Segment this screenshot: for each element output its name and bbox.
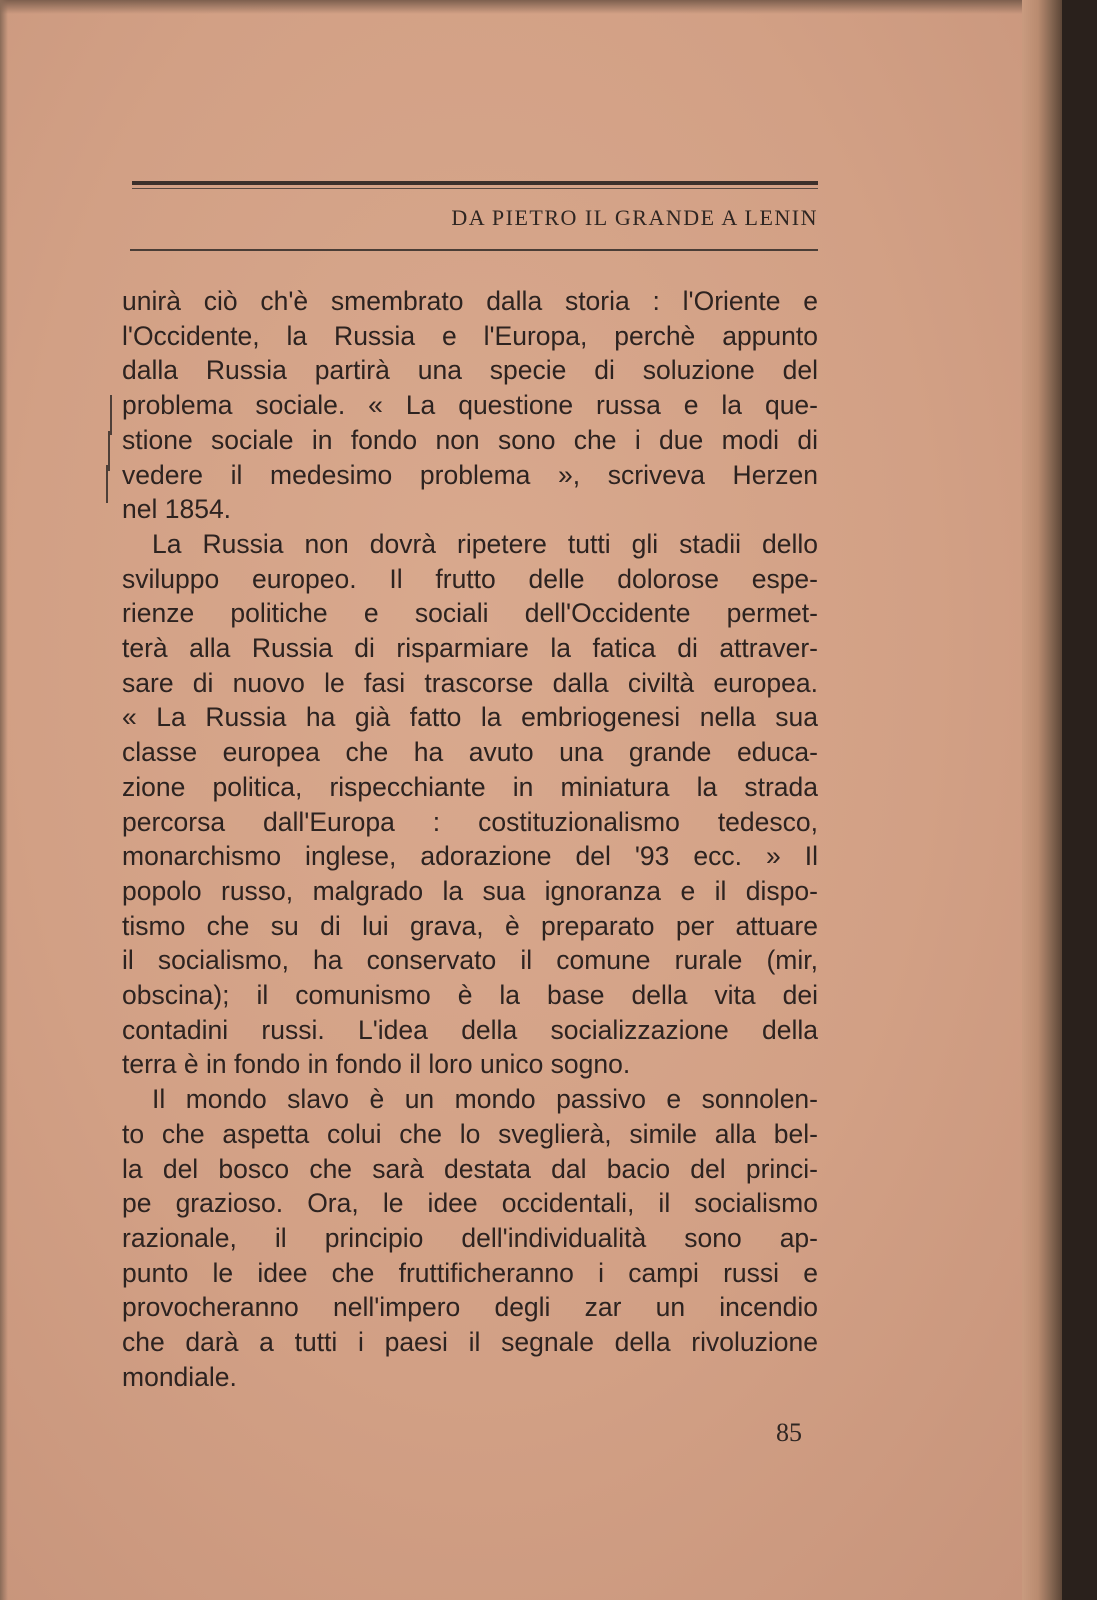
text-line: mondiale. xyxy=(122,1361,237,1392)
page-left-shadow xyxy=(0,0,8,1600)
text-line: punto le idee che fruttificheranno i campi russi e xyxy=(122,1257,818,1288)
header-bottom-rule xyxy=(130,249,818,251)
text-line: sare di nuovo le fasi trascorse dalla civiltà europea. xyxy=(122,667,818,698)
text-line: pe grazioso. Ora, le idee occidentali, il socialismo xyxy=(122,1188,818,1219)
text-line: nel 1854. xyxy=(122,494,232,525)
text-line: terra è in fondo in fondo il loro unico sogno. xyxy=(122,1049,631,1080)
text-line: la del bosco che sarà destata dal bacio del princi- xyxy=(122,1153,818,1184)
page-top-shadow xyxy=(0,0,1062,14)
text-line: La Russia non dovrà ripetere tutti gli stadii dello xyxy=(152,528,818,559)
text-line: provocheranno nell'impero degli zar un incendio xyxy=(122,1292,818,1323)
header-top-rule-thin xyxy=(132,188,818,189)
text-line: il socialismo, ha conservato il comune rurale (mir, xyxy=(122,945,818,976)
text-line: monarchismo inglese, adorazione del '93 ecc. » Il xyxy=(122,841,818,872)
text-line: l'Occidente, la Russia e l'Europa, perchè appunto xyxy=(122,320,818,351)
header-top-rule xyxy=(132,181,818,185)
text-line: terà alla Russia di risparmiare la fatica di attraver- xyxy=(122,633,818,664)
text-line: unirà ciò ch'è smembrato dalla storia : l'Oriente e xyxy=(122,286,818,316)
text-line: che darà a tutti i paesi il segnale della rivoluzione xyxy=(122,1327,818,1358)
text-line: tismo che su di lui grava, è preparato per attuare xyxy=(122,910,818,941)
text-line: Il mondo slavo è un mondo passivo e sonnolen- xyxy=(152,1084,818,1115)
text-line: rienze politiche e sociali dell'Occidente permet- xyxy=(122,598,818,629)
text-line: problema sociale. « La questione russa e la que- xyxy=(122,390,818,421)
text-line: zione politica, rispecchiante in miniatura la strada xyxy=(122,771,818,802)
text-line: stione sociale in fondo non sono che i due modi di xyxy=(122,424,818,455)
text-line: contadini russi. L'idea della socializzazione della xyxy=(122,1014,818,1045)
margin-pencil-mark xyxy=(104,395,118,505)
text-line: sviluppo europeo. Il frutto delle dolorose espe- xyxy=(122,563,818,594)
text-line: dalla Russia partirà una specie di soluzione del xyxy=(122,355,818,386)
text-line: popolo russo, malgrado la sua ignoranza e il dispo- xyxy=(122,875,818,906)
running-header: DA PIETRO IL GRANDE A LENIN xyxy=(451,205,818,230)
text-line: percorsa dall'Europa : costituzionalismo tedesco, xyxy=(122,806,818,837)
text-line: razionale, il principio dell'individualità sono ap- xyxy=(122,1222,818,1253)
text-line: « La Russia ha già fatto la embriogenesi nella sua xyxy=(122,702,818,733)
text-line: obscina); il comunismo è la base della vita dei xyxy=(122,980,818,1011)
page-number: 85 xyxy=(776,1418,802,1447)
text-line: classe europea che ha avuto una grande educa- xyxy=(122,737,818,768)
body-text xyxy=(122,284,818,1395)
text-line: to che aspetta colui che lo sveglierà, simile alla bel- xyxy=(122,1118,818,1149)
text-line: vedere il medesimo problema », scriveva Herzen xyxy=(122,459,818,490)
page-edge xyxy=(1022,0,1062,1600)
